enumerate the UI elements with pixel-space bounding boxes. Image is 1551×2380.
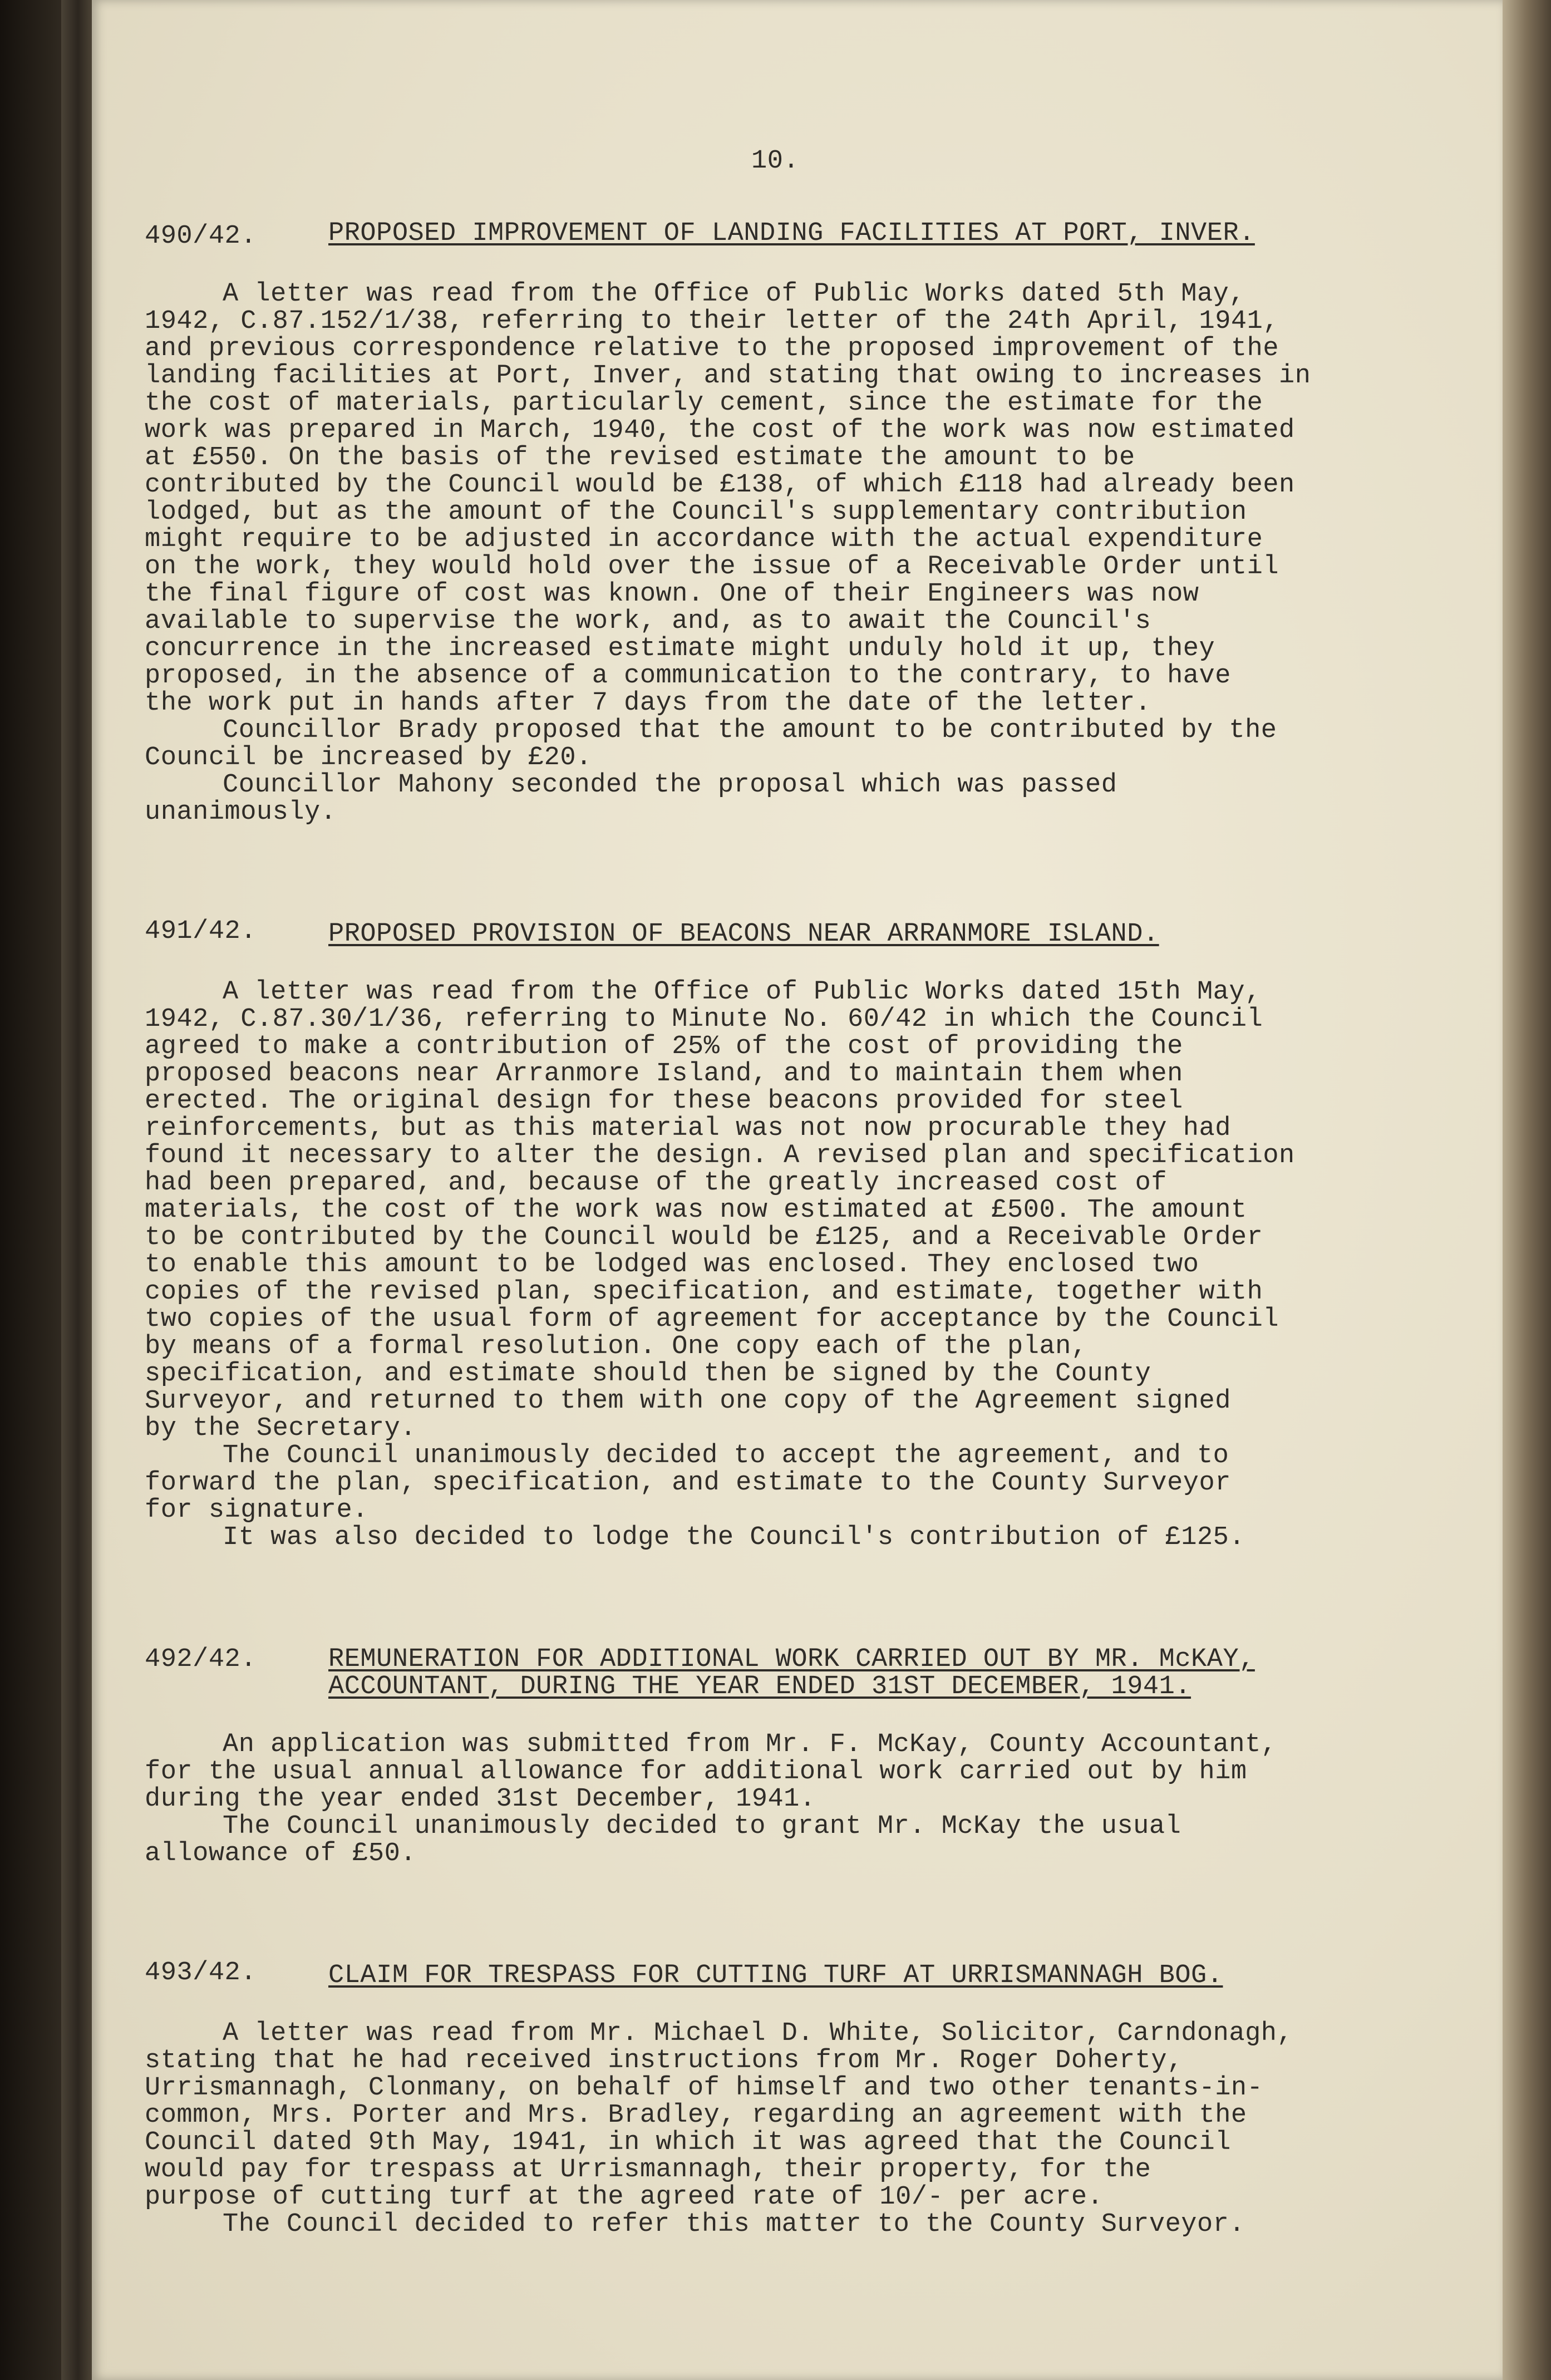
text-line: common, Mrs. Porter and Mrs. Bradley, regarding an agreement with the [145,2101,1247,2130]
text-line: The Council decided to refer this matter to the County Surveyor. [223,2210,1245,2239]
minute-heading [145,147,1458,250]
text-line: for signature. [145,1496,368,1525]
text-line: found it necessary to alter the design. A revised plan and specification [145,1141,1295,1171]
minute-number: 491/42. [145,917,257,946]
text-line: purpose of cutting turf at the agreed rate of 10/- per acre. [145,2182,1104,2212]
text-line: had been prepared, and, because of the greatly increased cost of [145,1168,1168,1198]
minute-item [145,1568,1458,1867]
minute-paragraph [145,1442,1458,1524]
minute-title [328,1568,1255,1700]
minute-title-line: PROPOSED PROVISION OF BEACONS NEAR ARRANMORE ISLAND. [328,919,1159,949]
text-line: on the work, they would hold over the issue of a Receivable Order until [145,552,1279,582]
text-line: An application was submitted from Mr. F. McKay, County Accountant, [223,1730,1277,1759]
text-line: The Council unanimously decided to grant Mr. McKay the usual [223,1812,1181,1841]
text-line: reinforcements, but as this material was not now procurable they had [145,1114,1231,1143]
text-line: 1942, C.87.30/1/36, referring to Minute No. 60/42 in which the Council [145,1005,1263,1034]
text-line: allowance of £50. [145,1839,416,1868]
text-line: by means of a formal resolution. One copy each of the plan, [145,1332,1087,1361]
text-line: and previous correspondence relative to the proposed improvement of the [145,334,1279,363]
book-edge-right [1503,0,1551,2380]
book-binding [61,0,95,2380]
text-line: Urrismannagh, Clonmany, on behalf of himself and two other tenants-in- [145,2073,1263,2103]
text-line: lodged, but as the amount of the Council's supplementary contribution [145,498,1247,527]
text-line: would pay for trespass at Urrismannagh, their property, for the [145,2155,1151,2185]
minutes-list [145,147,1458,2238]
minute-paragraph [145,281,1458,717]
minute-paragraph [145,1731,1458,1813]
text-line: contributed by the Council would be £138, of which £118 had already been [145,470,1295,500]
text-line: forward the plan, specification, and estimate to the County Surveyor [145,1468,1231,1498]
text-line: It was also decided to lodge the Council's contribution of £125. [223,1523,1245,1552]
minute-item [145,1884,1458,2238]
text-line: stating that he had received instructions from Mr. Roger Doherty, [145,2046,1183,2076]
minute-paragraph [145,978,1458,1442]
text-line: The Council unanimously decided to accept the agreement, and to [223,1441,1229,1471]
minute-paragraph [145,1813,1458,1867]
minute-title-line: PROPOSED IMPROVEMENT OF LANDING FACILITIES AT PORT, INVER. [328,219,1255,248]
text-line: the final figure of cost was known. One of their Engineers was now [145,579,1199,609]
text-line: Councillor Brady proposed that the amount to be contributed by the [223,716,1277,745]
minute-paragraph [145,2211,1458,2238]
text-line: A letter was read from Mr. Michael D. White, Solicitor, Carndonagh, [223,2019,1293,2048]
text-line: Surveyor, and returned to them with one copy of the Agreement signed [145,1386,1231,1416]
page-number: 10. [751,146,800,176]
text-line: A letter was read from the Office of Public Works dated 15th May, [223,977,1261,1007]
text-line: the cost of materials, particularly cement, since the estimate for the [145,389,1263,418]
text-line: landing facilities at Port, Inver, and stating that owing to increases in [145,361,1311,391]
minute-paragraph [145,2020,1458,2211]
text-line: proposed beacons near Arranmore Island, and to maintain them when [145,1059,1183,1089]
text-line: A letter was read from the Office of Public Works dated 5th May, [223,279,1245,309]
text-line: for the usual annual allowance for additional work carried out by him [145,1757,1247,1787]
text-line: specification, and estimate should then be signed by the County [145,1359,1151,1389]
text-line: the work put in hands after 7 days from the date of the letter. [145,689,1151,718]
text-line: erected. The original design for these beacons provided for steel [145,1086,1183,1116]
minute-title [328,843,1159,948]
text-line: agreed to make a contribution of 25% of the cost of providing the [145,1032,1183,1061]
page-content [145,147,1458,2277]
minute-title-line: ACCOUNTANT, DURING THE YEAR ENDED 31ST DECEMBER, 1941. [328,1672,1191,1702]
text-line: during the year ended 31st December, 1941. [145,1784,816,1814]
minute-number: 493/42. [145,1958,257,1988]
text-line: by the Secretary. [145,1414,416,1443]
text-line: available to supervise the work, and, as to await the Council's [145,607,1151,636]
minute-paragraph [145,771,1458,826]
text-line: proposed, in the absence of a communication to the contrary, to have [145,661,1231,691]
minute-paragraph [145,1524,1458,1551]
minute-item [145,147,1458,826]
text-line: to enable this amount to be lodged was enclosed. They enclosed two [145,1250,1199,1280]
minute-heading [145,843,1458,948]
minute-paragraph [145,717,1458,771]
minute-heading [145,1884,1458,1989]
text-line: Council be increased by £20. [145,743,592,773]
minute-title-line: CLAIM FOR TRESPASS FOR CUTTING TURF AT URRISMANNAGH BOG. [328,1961,1223,1990]
minute-item [145,843,1458,1551]
minute-title-line: REMUNERATION FOR ADDITIONAL WORK CARRIED OUT BY MR. McKAY, [328,1645,1255,1674]
text-line: work was prepared in March, 1940, the cost of the work was now estimated [145,416,1295,445]
minute-title [328,1884,1223,1989]
text-line: copies of the revised plan, specification, and estimate, together with [145,1277,1263,1307]
text-line: Councillor Mahony seconded the proposal which was passed [223,770,1117,800]
minute-number: 492/42. [145,1645,257,1674]
text-line: concurrence in the increased estimate might unduly hold it up, they [145,634,1215,663]
minute-heading [145,1568,1458,1700]
text-line: materials, the cost of the work was now estimated at £500. The amount [145,1196,1247,1225]
text-line: two copies of the usual form of agreement for acceptance by the Council [145,1305,1279,1334]
document-page [92,0,1503,2380]
minute-number: 490/42. [145,222,257,251]
text-line: might require to be adjusted in accordance with the actual expenditure [145,525,1263,554]
text-line: at £550. On the basis of the revised estimate the amount to be [145,443,1135,473]
text-line: 1942, C.87.152/1/38, referring to their letter of the 24th April, 1941, [145,307,1279,336]
text-line: unanimously. [145,798,337,827]
text-line: Council dated 9th May, 1941, in which it was agreed that the Council [145,2128,1231,2157]
text-line: to be contributed by the Council would be £125, and a Receivable Order [145,1223,1263,1252]
